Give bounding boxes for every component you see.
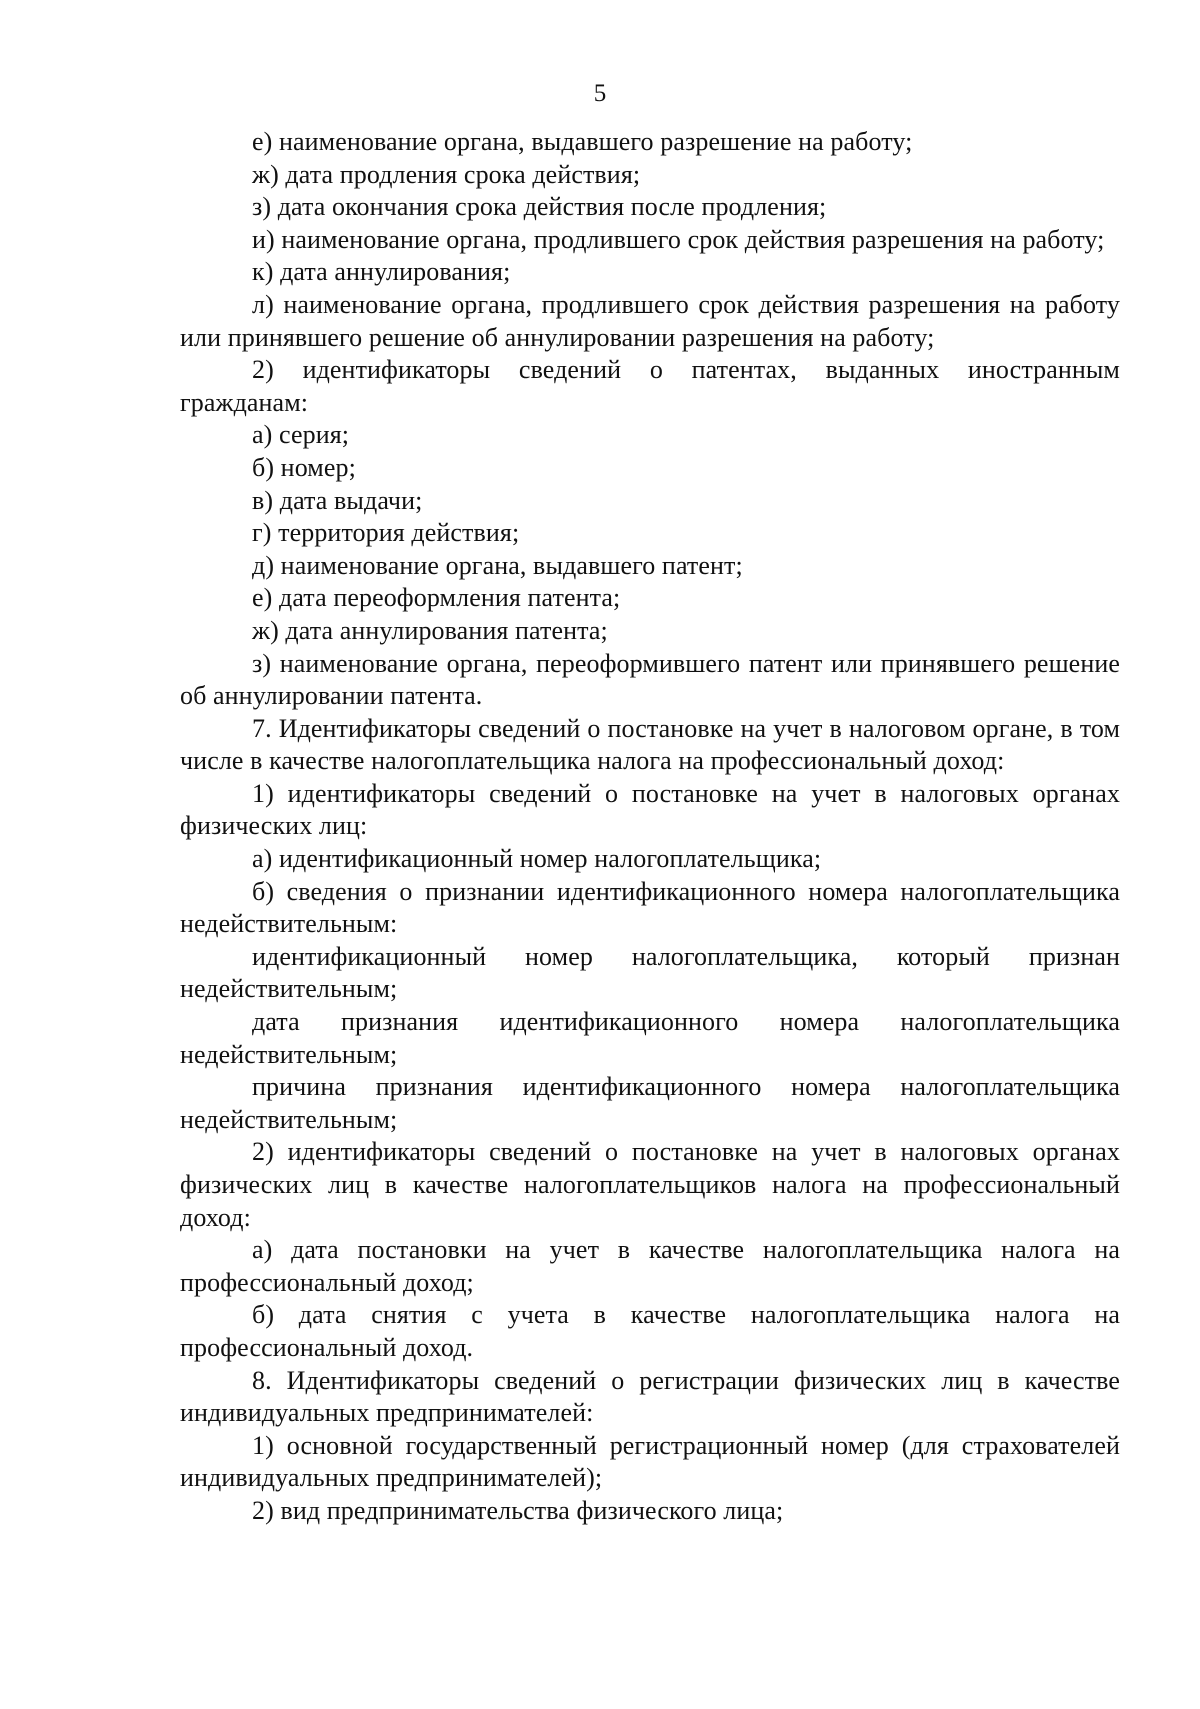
paragraph: к) дата аннулирования; bbox=[252, 257, 511, 287]
paragraph: 2) идентификаторы сведений о постановке на учет в налоговых органах физических лиц в качестве налогоплательщиков налога на профессиональный доход: bbox=[180, 1137, 1120, 1232]
page-number: 5 bbox=[593, 80, 607, 107]
paragraph: и) наименование органа, продлившего срок действия разрешения на работу; bbox=[252, 224, 1105, 254]
paragraph: 1) основной государственный регистрационный номер (для страхователей индивидуальных предпринимателей); bbox=[180, 1430, 1120, 1493]
paragraph: ж) дата аннулирования патента; bbox=[252, 615, 608, 645]
paragraph: з) наименование органа, переоформившего патент или принявшего решение об аннулировании патента. bbox=[180, 648, 1120, 711]
paragraph: причина признания идентификационного номера налогоплательщика недействительным; bbox=[180, 1072, 1120, 1134]
paragraph: д) наименование органа, выдавшего патент; bbox=[252, 550, 743, 580]
paragraph: б) номер; bbox=[252, 452, 356, 482]
paragraph: а) серия; bbox=[252, 420, 350, 450]
paragraph: б) сведения о признании идентификационного номера налогоплательщика недействительным: bbox=[180, 876, 1120, 939]
paragraph: е) наименование органа, выдавшего разрешение на работу; bbox=[252, 127, 913, 156]
paragraph: идентификационный номер налогоплательщика, который признан недействительным; bbox=[180, 941, 1120, 1004]
paragraph: 2) вид предпринимательства физического лица; bbox=[252, 1495, 784, 1525]
paragraph: дата признания идентификационного номера налогоплательщика недействительным; bbox=[180, 1007, 1120, 1069]
document-body bbox=[180, 126, 1120, 1528]
paragraph: а) идентификационный номер налогоплательщика; bbox=[252, 844, 822, 874]
paragraph: ж) дата продления срока действия; bbox=[252, 159, 641, 189]
paragraph: 7. Идентификаторы сведений о постановке на учет в налоговом органе, в том числе в качестве налогоплательщика налога на профессиональный доход: bbox=[180, 713, 1120, 776]
paragraph: б) дата снятия с учета в качестве налогоплательщика налога на профессиональный доход. bbox=[180, 1300, 1120, 1362]
paragraph: 1) идентификаторы сведений о постановке на учет в налоговых органах физических лиц: bbox=[180, 778, 1120, 841]
paragraph: г) территория действия; bbox=[252, 518, 520, 548]
paragraph: 8. Идентификаторы сведений о регистрации физических лиц в качестве индивидуальных предпринимателей: bbox=[180, 1365, 1120, 1428]
paragraph: 2) идентификаторы сведений о патентах, выданных иностранным гражданам: bbox=[180, 355, 1120, 417]
paragraph: з) дата окончания срока действия после продления; bbox=[252, 192, 827, 222]
paragraph: а) дата постановки на учет в качестве налогоплательщика налога на профессиональный доход; bbox=[180, 1235, 1120, 1297]
paragraph: л) наименование органа, продлившего срок действия разрешения на работу или принявшего решение об аннулировании разрешения на работу; bbox=[180, 289, 1120, 352]
paragraph: е) дата переоформления патента; bbox=[252, 583, 621, 613]
paragraph: в) дата выдачи; bbox=[252, 485, 423, 515]
